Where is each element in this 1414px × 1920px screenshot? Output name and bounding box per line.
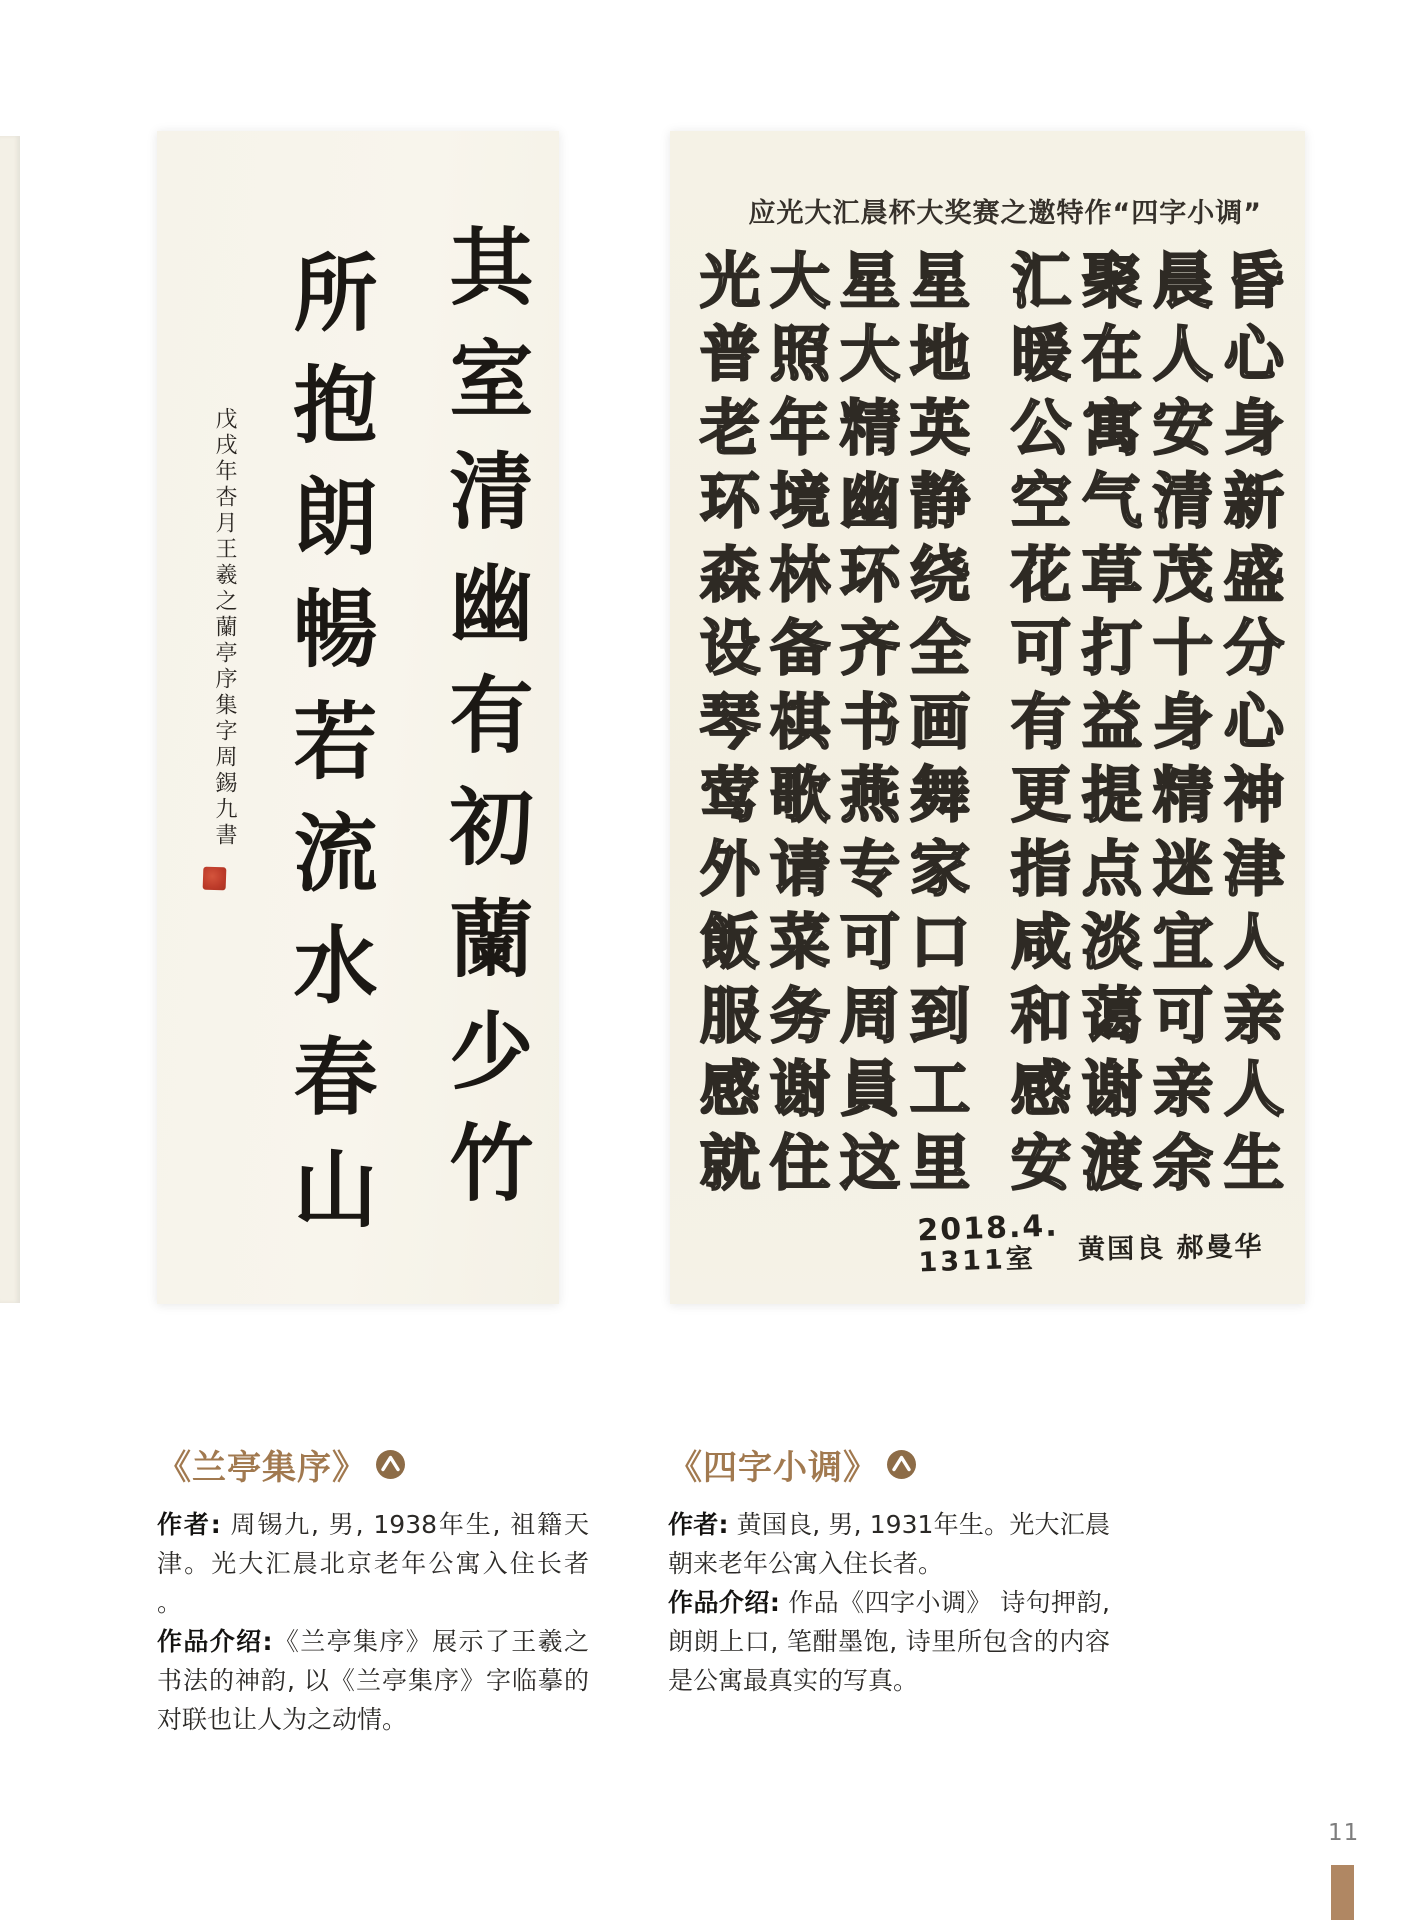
verse-character: 照 <box>770 320 830 391</box>
verse-character: 人 <box>1224 1055 1284 1126</box>
verse-phrase <box>700 320 970 391</box>
verse-character: 提 <box>1082 761 1142 832</box>
verse-row <box>700 686 1284 760</box>
brand-mountain-icon <box>375 1449 406 1480</box>
verse-character: 迷 <box>1153 834 1213 905</box>
signature-room: 1311室 <box>918 1243 1037 1279</box>
verse-character: 安 <box>1011 1128 1071 1199</box>
verse-character: 可 <box>1153 981 1213 1052</box>
verse-phrase <box>700 1128 970 1199</box>
verse-phrase <box>700 393 970 464</box>
verse-character: 在 <box>1082 320 1142 391</box>
verse-character: 十 <box>1153 614 1213 685</box>
verse-row <box>700 1054 1284 1128</box>
verse-character: 員 <box>840 1055 900 1126</box>
verse-character: 里 <box>910 1128 970 1199</box>
verse-phrase <box>700 687 970 758</box>
verse-character: 英 <box>910 393 970 464</box>
intro-text: 《兰亭集序》展示了王羲之书法的神韵, 以《兰亭集序》字临摹的对联也让人为之动情。 <box>157 1627 589 1734</box>
artwork-sizixiaodiao <box>670 131 1305 1304</box>
verse-character: 画 <box>910 687 970 758</box>
calligraphy-inscription: 戊戌年杏月王羲之蘭亭序集字周錫九書 <box>212 407 237 849</box>
verse-row <box>700 760 1284 834</box>
verse-character: 打 <box>1082 614 1142 685</box>
verse-character: 口 <box>910 908 970 979</box>
author-label: 作者: <box>668 1510 729 1539</box>
verse-phrase <box>1011 540 1284 611</box>
verse-phrase <box>1011 908 1284 979</box>
verse-character: 分 <box>1224 614 1284 685</box>
verse-phrase <box>700 981 970 1052</box>
verse-row <box>700 539 1284 613</box>
verse-character: 指 <box>1011 834 1071 905</box>
page-number: 11 <box>1328 1820 1360 1846</box>
verse-character: 人 <box>1153 320 1213 391</box>
verse-character: 请 <box>770 834 830 905</box>
verse-character: 可 <box>840 908 900 979</box>
verse-phrase <box>1011 761 1284 832</box>
verse-character: 公 <box>1011 393 1071 464</box>
verse-phrase <box>700 908 970 979</box>
verse-character: 飯 <box>700 908 760 979</box>
verse-character: 点 <box>1082 834 1142 905</box>
verse-character: 齐 <box>840 614 900 685</box>
verse-row <box>700 319 1284 393</box>
red-seal-stamp <box>203 867 227 891</box>
verse-character: 气 <box>1082 467 1142 538</box>
verse-character: 书 <box>840 687 900 758</box>
verse-character: 务 <box>770 981 830 1052</box>
verse-phrase <box>1011 981 1284 1052</box>
verse-character: 草 <box>1082 540 1142 611</box>
verse-character: 亲 <box>1224 981 1284 1052</box>
caption-sizixiaodiao <box>668 1440 1110 1700</box>
verse-phrase <box>700 614 970 685</box>
verse-character: 津 <box>1224 834 1284 905</box>
verse-character: 星 <box>840 246 900 317</box>
verse-character: 有 <box>1011 687 1071 758</box>
verse-character: 这 <box>840 1128 900 1199</box>
verse-character: 和 <box>1011 981 1071 1052</box>
caption-title-row <box>157 1440 589 1489</box>
verse-character: 身 <box>1224 393 1284 464</box>
verse-character: 歌 <box>770 761 830 832</box>
verse-character: 大 <box>770 246 830 317</box>
verse-grid <box>700 245 1284 1201</box>
verse-character: 服 <box>700 981 760 1052</box>
verse-phrase <box>1011 393 1284 464</box>
verse-character: 蔼 <box>1082 981 1142 1052</box>
verse-character: 舞 <box>910 761 970 832</box>
verse-row <box>700 907 1284 981</box>
verse-phrase <box>1011 320 1284 391</box>
verse-character: 益 <box>1082 687 1142 758</box>
author-label: 作者: <box>157 1510 221 1539</box>
verse-row <box>700 392 1284 466</box>
verse-character: 咸 <box>1011 908 1071 979</box>
verse-row <box>700 245 1284 319</box>
verse-character: 淡 <box>1082 908 1142 979</box>
verse-character: 心 <box>1224 320 1284 391</box>
verse-phrase <box>700 834 970 905</box>
verse-character: 琴 <box>700 687 760 758</box>
verse-character: 晨 <box>1153 246 1213 317</box>
page-corner-tab <box>1331 1865 1354 1920</box>
verse-character: 暖 <box>1011 320 1071 391</box>
verse-phrase <box>1011 1128 1284 1199</box>
verse-character: 新 <box>1224 467 1284 538</box>
verse-character: 备 <box>770 614 830 685</box>
signature-date: 2018.4. <box>917 1208 1060 1249</box>
verse-phrase <box>1011 246 1284 317</box>
verse-character: 渡 <box>1082 1128 1142 1199</box>
caption-body <box>668 1505 1110 1700</box>
verse-character: 谢 <box>770 1055 830 1126</box>
verse-character: 外 <box>700 834 760 905</box>
verse-phrase <box>700 540 970 611</box>
verse-character: 聚 <box>1082 246 1142 317</box>
verse-character: 余 <box>1153 1128 1213 1199</box>
verse-character: 更 <box>1011 761 1071 832</box>
verse-character: 燕 <box>840 761 900 832</box>
verse-character: 境 <box>770 467 830 538</box>
verse-character: 安 <box>1153 393 1213 464</box>
verse-row <box>700 833 1284 907</box>
verse-phrase <box>700 467 970 538</box>
verse-phrase <box>700 1055 970 1126</box>
author-text: 周锡九, 男, 1938年生, 祖籍天津。光大汇晨北京老年公寓入住长者 。 <box>157 1510 589 1617</box>
verse-character: 精 <box>840 393 900 464</box>
verse-character: 林 <box>770 540 830 611</box>
verse-character: 菜 <box>770 908 830 979</box>
verse-phrase <box>700 246 970 317</box>
verse-phrase <box>700 761 970 832</box>
verse-character: 感 <box>1011 1055 1071 1126</box>
verse-character: 汇 <box>1011 246 1071 317</box>
verse-character: 谢 <box>1082 1055 1142 1126</box>
caption-body <box>157 1505 589 1739</box>
intro-text: 作品《四字小调》 诗句押韵, 朗朗上口, 笔酣墨饱, 诗里所包含的内容是公寓最真实的写真。 <box>668 1588 1110 1695</box>
verse-character: 心 <box>1224 687 1284 758</box>
verse-row <box>700 613 1284 687</box>
verse-header: 应光大汇晨杯大奖赛之邀特作“四字小调” <box>748 198 1262 229</box>
intro-label: 作品介绍: <box>157 1627 273 1656</box>
verse-character: 森 <box>700 540 760 611</box>
verse-character: 茂 <box>1153 540 1213 611</box>
artwork-lantingjixu <box>157 131 559 1304</box>
verse-character: 幽 <box>840 467 900 538</box>
verse-signature <box>917 1208 1264 1279</box>
verse-character: 绕 <box>910 540 970 611</box>
adjacent-page-edge <box>0 136 20 1303</box>
verse-character: 宜 <box>1153 908 1213 979</box>
verse-character: 就 <box>700 1128 760 1199</box>
verse-row <box>700 466 1284 540</box>
verse-row <box>700 980 1284 1054</box>
verse-character: 盛 <box>1224 540 1284 611</box>
calligraphy-column-left: 所抱朗暢若流水春山 <box>280 249 379 1257</box>
verse-character: 家 <box>910 834 970 905</box>
verse-character: 年 <box>770 393 830 464</box>
verse-character: 棋 <box>770 687 830 758</box>
verse-character: 可 <box>1011 614 1071 685</box>
verse-character: 专 <box>840 834 900 905</box>
verse-character: 神 <box>1224 761 1284 832</box>
verse-character: 莺 <box>700 761 760 832</box>
verse-character: 身 <box>1153 687 1213 758</box>
verse-character: 住 <box>770 1128 830 1199</box>
brand-mountain-icon <box>886 1449 917 1480</box>
verse-character: 生 <box>1224 1128 1284 1199</box>
verse-character: 老 <box>700 393 760 464</box>
calligraphy-column-right: 其室清幽有初蘭少竹 <box>436 223 535 1231</box>
verse-character: 星 <box>910 246 970 317</box>
verse-character: 静 <box>910 467 970 538</box>
verse-phrase <box>1011 467 1284 538</box>
verse-character: 设 <box>700 614 760 685</box>
verse-character: 大 <box>840 320 900 391</box>
caption-lantingjixu <box>157 1440 589 1739</box>
verse-phrase <box>1011 1055 1284 1126</box>
caption-title: 《兰亭集序》 <box>157 1448 367 1488</box>
caption-title: 《四字小调》 <box>668 1448 878 1488</box>
verse-character: 环 <box>700 467 760 538</box>
verse-character: 空 <box>1011 467 1071 538</box>
signature-date-block <box>917 1208 1060 1280</box>
signature-names: 黄国良 郝曼华 <box>1077 1230 1264 1266</box>
verse-character: 寓 <box>1082 393 1142 464</box>
verse-phrase <box>1011 834 1284 905</box>
verse-character: 光 <box>700 246 760 317</box>
verse-character: 花 <box>1011 540 1071 611</box>
verse-character: 感 <box>700 1055 760 1126</box>
verse-character: 普 <box>700 320 760 391</box>
verse-character: 周 <box>840 981 900 1052</box>
verse-character: 昏 <box>1224 246 1284 317</box>
author-text: 黄国良, 男, 1931年生。光大汇晨朝来老年公寓入住长者。 <box>668 1510 1110 1578</box>
verse-phrase <box>1011 687 1284 758</box>
verse-row <box>700 1127 1284 1201</box>
verse-character: 全 <box>910 614 970 685</box>
verse-character: 到 <box>910 981 970 1052</box>
intro-label: 作品介绍: <box>668 1588 780 1617</box>
verse-character: 工 <box>910 1055 970 1126</box>
verse-character: 清 <box>1153 467 1213 538</box>
caption-title-row <box>668 1440 1110 1489</box>
verse-character: 地 <box>910 320 970 391</box>
verse-character: 亲 <box>1153 1055 1213 1126</box>
verse-character: 人 <box>1224 908 1284 979</box>
verse-character: 环 <box>840 540 900 611</box>
verse-phrase <box>1011 614 1284 685</box>
verse-character: 精 <box>1153 761 1213 832</box>
